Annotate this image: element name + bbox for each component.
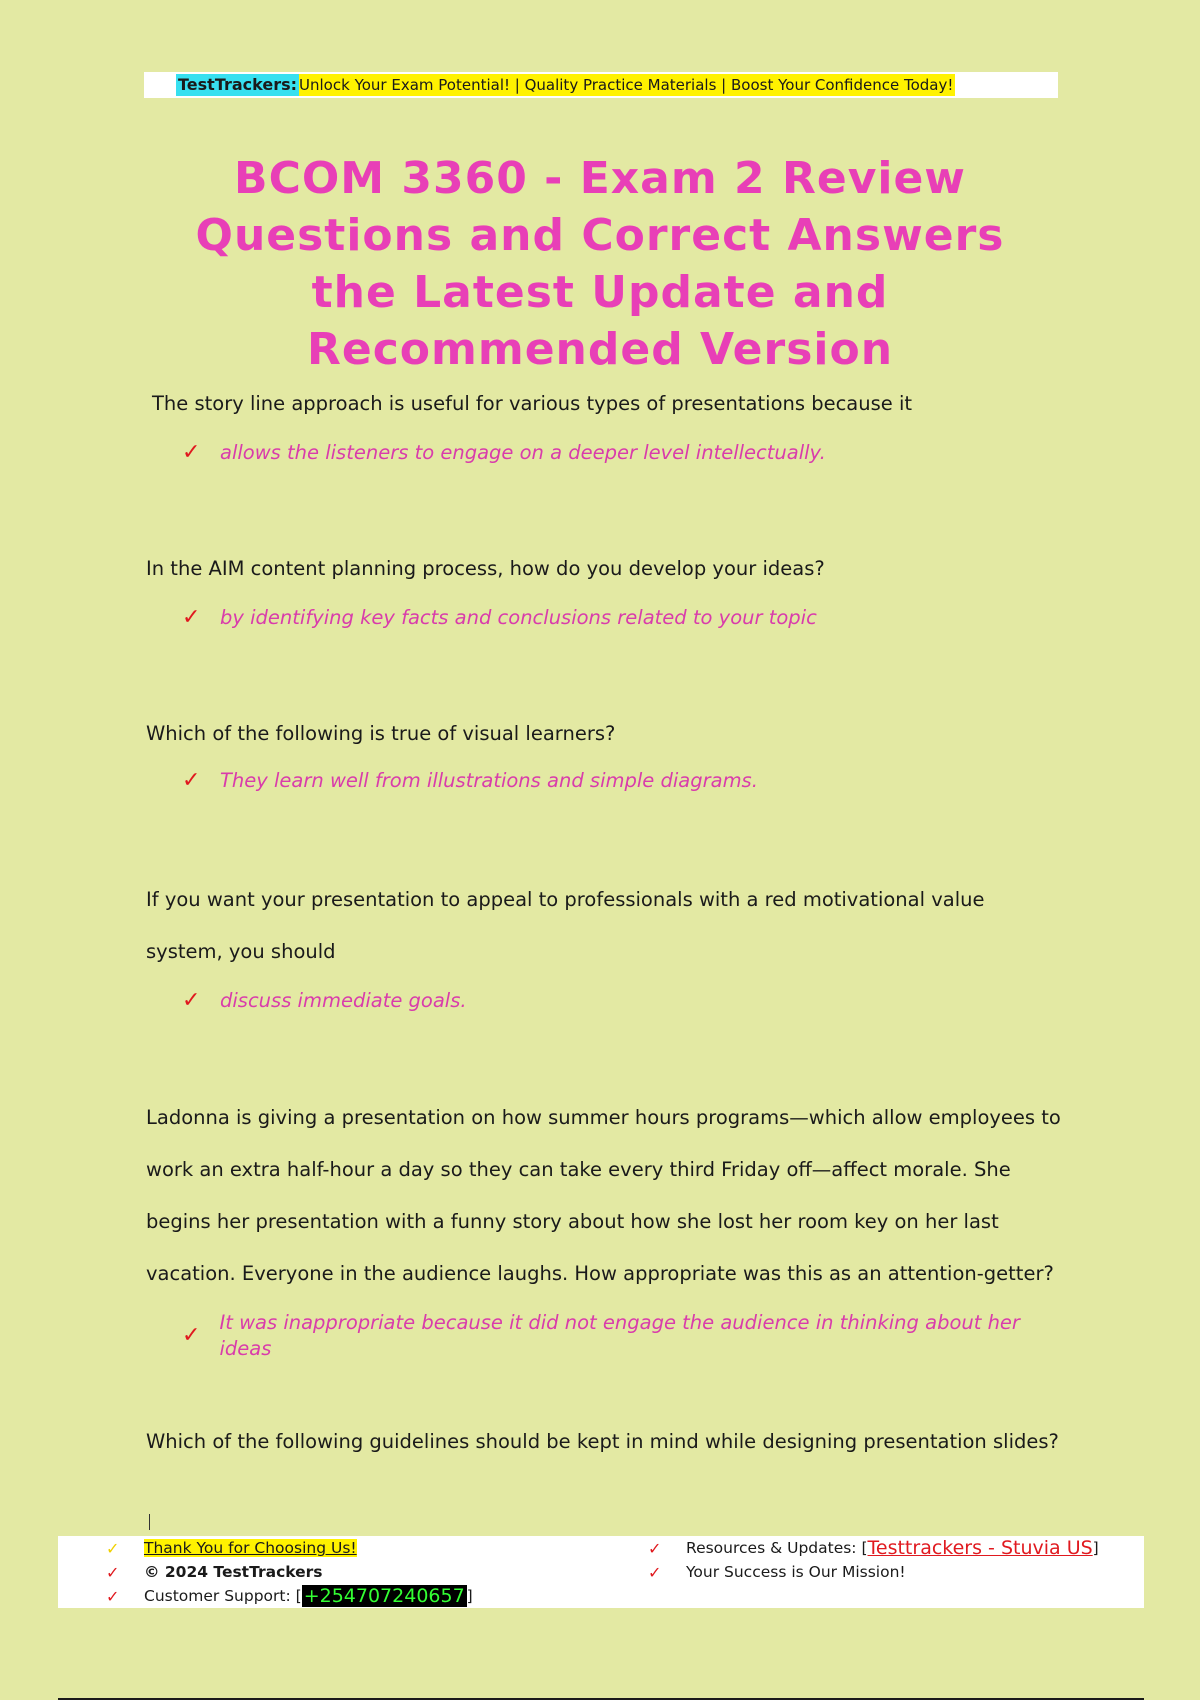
qa-item: [146, 1092, 1066, 1362]
qa-item: [146, 708, 1066, 794]
footer-right: [648, 1536, 1099, 1584]
brand-name: TestTrackers:: [178, 75, 298, 94]
question-text: Which of the following guidelines should be kept in mind while designing presentation slides?: [146, 1430, 1059, 1453]
qa-item: [146, 543, 1066, 631]
footer-item: [648, 1560, 1099, 1584]
answer-row: [182, 768, 1066, 794]
question-text: Ladonna is giving a presentation on how summer hours programs—which allow employees to work an extra half-hour a day so they can take every third Friday off—affect morale. She begins her presentation with a funny story about how she lost her room key on her last vacation. Everyone in the audience laughs. How appropriate was this as an attention-getter?: [146, 1106, 1061, 1285]
check-icon: ✓: [182, 988, 201, 1013]
answer-text: discuss immediate goals.: [220, 989, 467, 1012]
answer-text: It was inappropriate because it did not engage the audience in thinking about her ideas: [219, 1311, 1020, 1360]
qa-item: [146, 1416, 1066, 1468]
answer-text: They learn well from illustrations and simple diagrams.: [220, 769, 758, 792]
qa-item: [146, 874, 1066, 1014]
check-icon: ✓: [648, 1562, 662, 1582]
check-icon: ✓: [106, 1586, 120, 1606]
support-phone[interactable]: +254707240657: [303, 1585, 465, 1607]
check-icon: ✓: [106, 1538, 120, 1558]
check-icon: ✓: [182, 768, 201, 793]
copyright-text: © 2024 TestTrackers: [144, 1563, 323, 1581]
resources-link[interactable]: Testtrackers - Stuvia US: [867, 1537, 1093, 1559]
support-close: ]: [466, 1587, 473, 1605]
footer: [58, 1536, 1144, 1608]
check-icon: ✓: [182, 440, 201, 465]
footer-left: [106, 1536, 473, 1608]
footer-item: [106, 1536, 473, 1560]
page-title: BCOM 3360 - Exam 2 Review Questions and Correct Answers the Latest Update and Recommended Version: [195, 153, 1005, 375]
text-cursor: [149, 1514, 150, 1530]
answer-row: [182, 1310, 1066, 1362]
answer-row: [182, 605, 1066, 631]
banner-tagline: Unlock Your Exam Potential! | Quality Practice Materials | Boost Your Confidence Today!: [299, 76, 954, 94]
mission-text: Your Success is Our Mission!: [686, 1563, 906, 1581]
answer-row: [182, 440, 1066, 466]
question-text: In the AIM content planning process, how do you develop your ideas?: [146, 557, 825, 580]
check-icon: ✓: [648, 1538, 662, 1558]
question-text: The story line approach is useful for various types of presentations because it: [152, 392, 913, 415]
resources-close: ]: [1092, 1539, 1099, 1557]
check-icon: ✓: [106, 1562, 120, 1582]
answer-row: [182, 988, 1066, 1014]
answer-text: allows the listeners to engage on a deeper level intellectually.: [220, 441, 826, 464]
question-text: Which of the following is true of visual learners?: [146, 722, 616, 745]
qa-item: [146, 378, 1066, 466]
question-text: If you want your presentation to appeal to professionals with a red motivational value system, you should: [146, 888, 985, 963]
support-label: Customer Support: [: [144, 1587, 302, 1605]
thanks-link[interactable]: Thank You for Choosing Us!: [144, 1539, 357, 1557]
header-banner: [144, 72, 1058, 98]
resources-label: Resources & Updates: [: [686, 1539, 868, 1557]
footer-item: [106, 1560, 473, 1584]
check-icon: ✓: [182, 1323, 201, 1348]
answer-text: by identifying key facts and conclusions related to your topic: [220, 606, 817, 629]
check-icon: ✓: [182, 605, 201, 630]
footer-item: [106, 1584, 473, 1608]
footer-item: [648, 1536, 1099, 1560]
